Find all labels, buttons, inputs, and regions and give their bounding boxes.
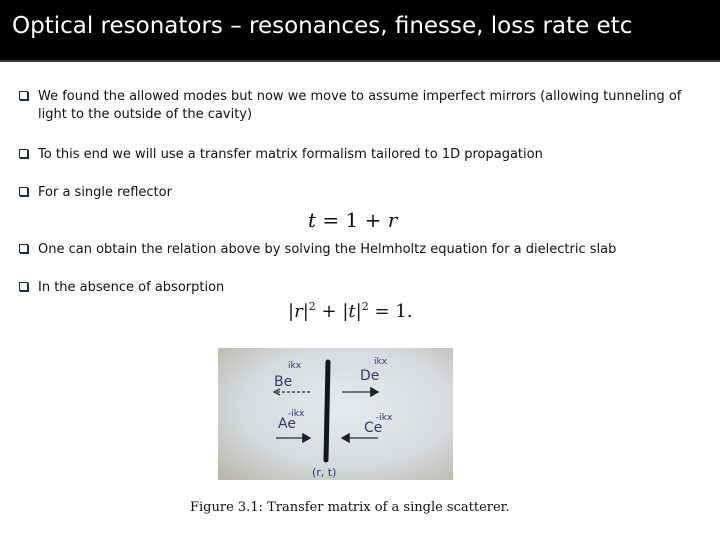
whiteboard-figure-drawing	[218, 348, 453, 480]
title-bar	[0, 0, 720, 62]
eq-r: r	[387, 208, 398, 232]
bullet-item	[19, 146, 699, 164]
bullet-item	[19, 241, 699, 259]
bullet-text: One can obtain the relation above by solving the Helmholtz equation for a dielectric slab	[38, 242, 617, 257]
bullet-item	[19, 279, 699, 297]
eq-power: 2	[308, 300, 316, 313]
eq-plus: +	[321, 301, 337, 322]
label-B: Be	[274, 374, 293, 390]
label-B-exponent: ikx	[288, 361, 302, 371]
eq-op: = 1 +	[322, 208, 382, 232]
label-rt: (r, t)	[312, 466, 337, 479]
bullet-item	[19, 88, 699, 124]
bullet-text: We found the allowed modes but now we move to assume imperfect mirrors (allowing tunneling of light to the outside of the cavity)	[38, 89, 682, 122]
checkbox-bullet-icon	[19, 187, 28, 196]
label-D: De	[360, 368, 380, 384]
eq-r: r	[294, 301, 303, 322]
checkbox-bullet-icon	[19, 91, 28, 100]
checkbox-bullet-icon	[19, 244, 28, 253]
equation-energy-conservation: $|r|^2 + |t|^2 = 1$.	[288, 300, 413, 322]
eq-t: t	[308, 208, 317, 232]
equation-transmission	[308, 208, 397, 232]
bullet-item	[19, 184, 699, 202]
label-C: Ce	[364, 420, 383, 436]
scatterer-line	[326, 362, 328, 460]
eq-equals: = 1.	[374, 301, 413, 322]
whiteboard-figure	[218, 348, 453, 480]
checkbox-bullet-icon	[19, 149, 28, 158]
slide-title: Optical resonators – resonances, finesse, loss rate etc	[12, 13, 633, 39]
label-A: Ae	[278, 416, 296, 432]
eq-t: t	[348, 301, 356, 322]
label-C-exponent: -ikx	[376, 413, 393, 423]
label-A-exponent: -ikx	[288, 409, 305, 419]
bullet-text: To this end we will use a transfer matrix formalism tailored to 1D propagation	[38, 147, 543, 162]
checkbox-bullet-icon	[19, 282, 28, 291]
figure-caption: Figure 3.1: Transfer matrix of a single scatterer.	[190, 500, 510, 515]
bullet-text: For a single reflector	[38, 185, 172, 200]
bullet-text: In the absence of absorption	[38, 280, 225, 295]
label-D-exponent: ikx	[374, 357, 388, 367]
eq-power: 2	[361, 300, 369, 313]
